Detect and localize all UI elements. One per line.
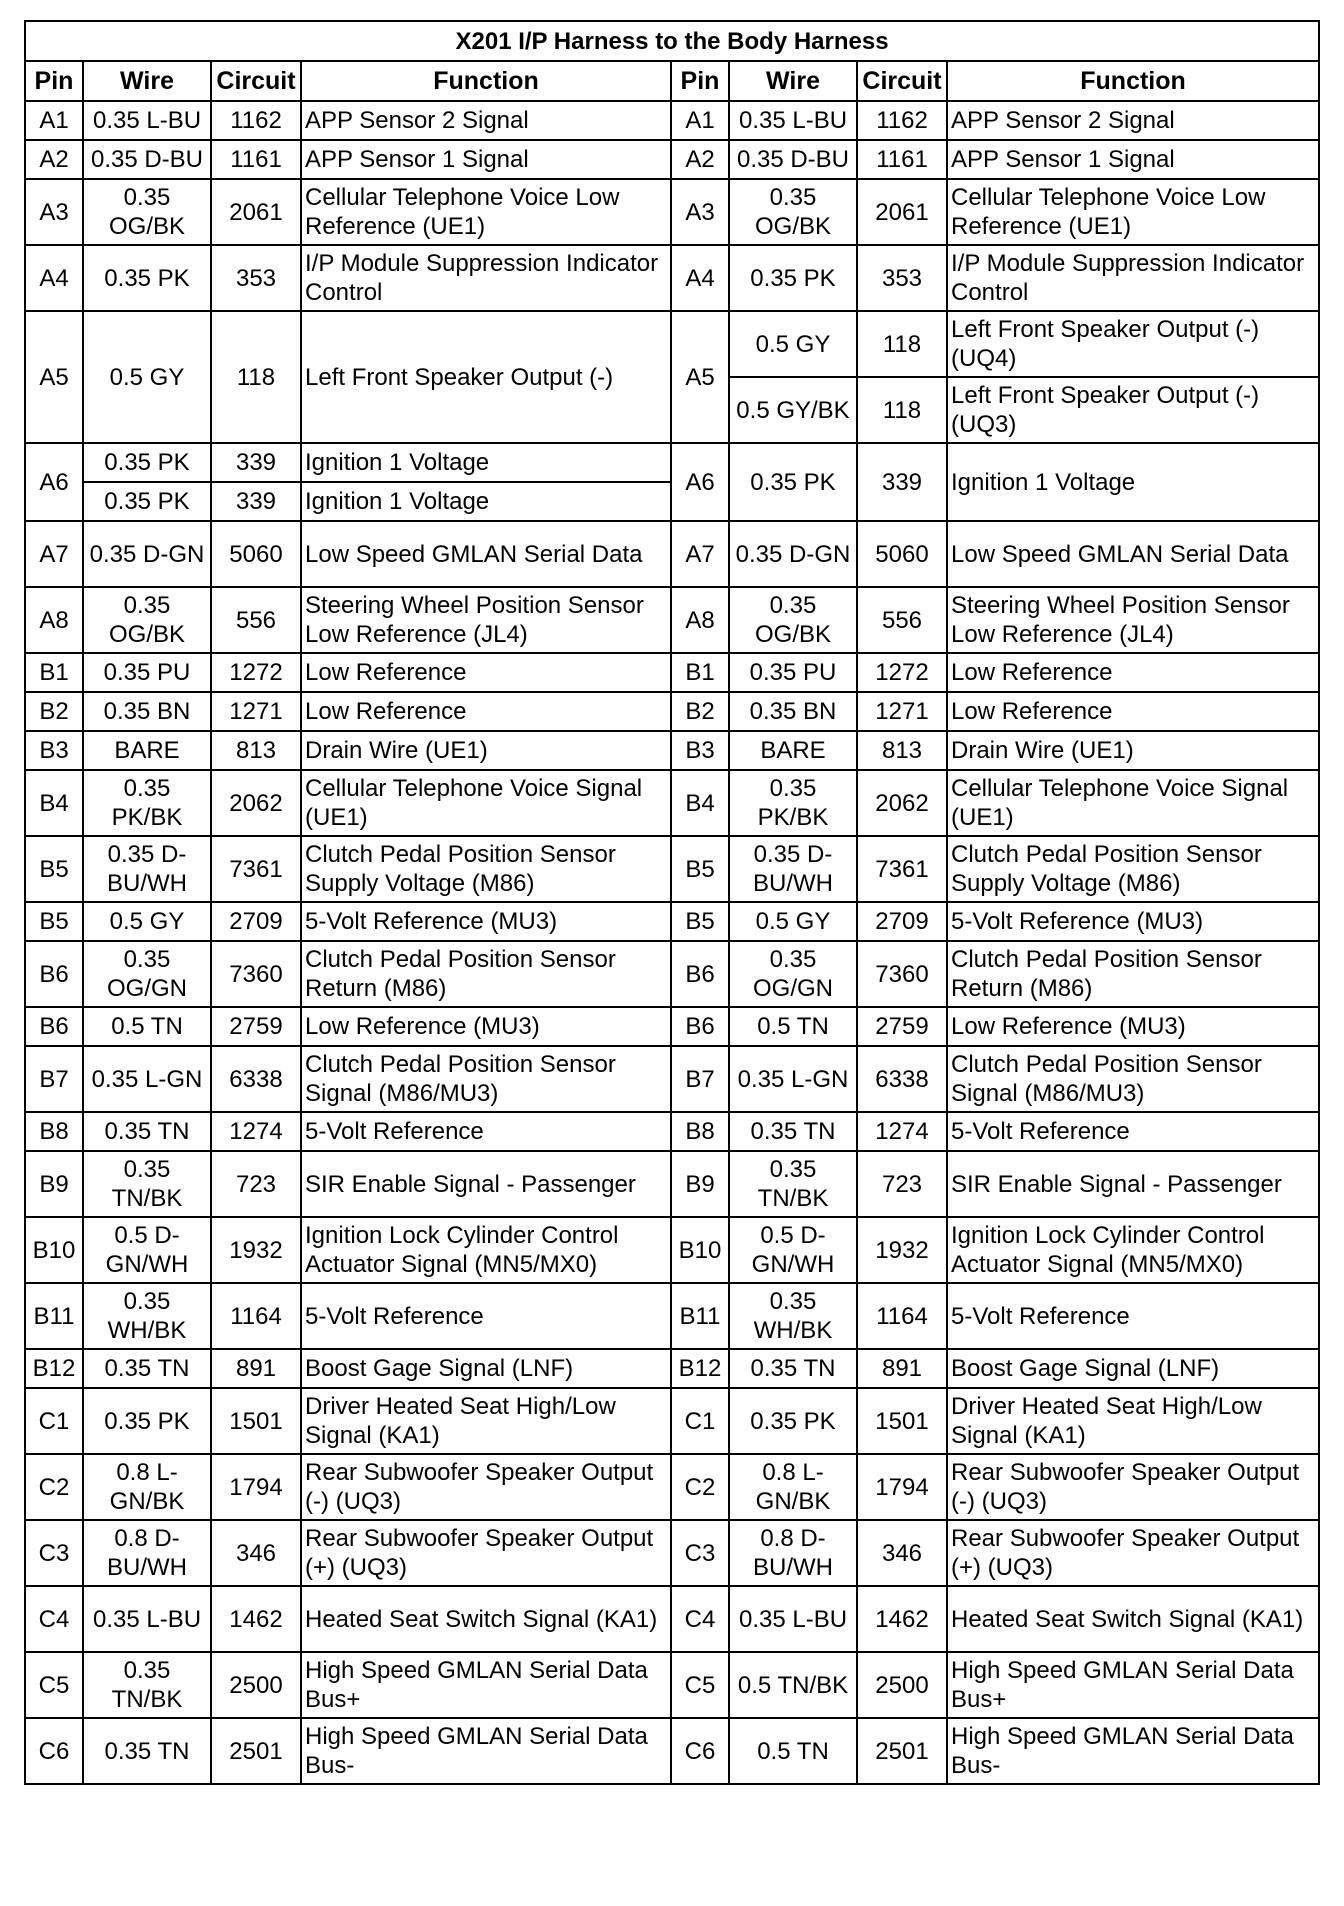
cell-function: Driver Heated Seat High/Low Signal (KA1) [301,1388,671,1454]
cell-circuit: 2500 [857,1652,947,1718]
table-row [25,587,1319,653]
cell-pin: C2 [671,1454,729,1520]
cell-function: Cellular Telephone Voice Signal (UE1) [947,770,1319,836]
cell-pin: C5 [671,1652,729,1718]
cell-pin: B3 [25,731,83,770]
cell-wire: 0.8 D-BU/WH [729,1520,857,1586]
table-row [25,1349,1319,1388]
cell-function: Left Front Speaker Output (-) (UQ3) [947,377,1319,443]
cell-circuit: 353 [857,245,947,311]
cell-wire: 0.35 TN/BK [83,1151,211,1217]
table-row [25,902,1319,941]
cell-wire: 0.5 GY [83,902,211,941]
cell-wire: 0.35 OG/GN [729,941,857,1007]
cell-wire: 0.35 TN [729,1349,857,1388]
cell-wire: 0.5 TN [729,1007,857,1046]
cell-function: Low Reference (MU3) [947,1007,1319,1046]
cell-wire: 0.35 PU [729,653,857,692]
cell-circuit: 556 [857,587,947,653]
cell-function: APP Sensor 2 Signal [947,101,1319,140]
cell-circuit: 2709 [857,902,947,941]
cell-pin: B10 [25,1217,83,1283]
cell-pin: B6 [25,941,83,1007]
cell-function: 5-Volt Reference (MU3) [301,902,671,941]
cell-circuit: 1274 [857,1112,947,1151]
cell-pin: B4 [25,770,83,836]
cell-wire: 0.35 WH/BK [729,1283,857,1349]
cell-function: Ignition 1 Voltage [947,443,1319,521]
cell-pin: B5 [25,902,83,941]
cell-function: Low Speed GMLAN Serial Data [301,521,671,587]
cell-wire: 0.5 GY [729,311,857,377]
cell-pin: B8 [25,1112,83,1151]
cell-wire: 0.8 D-BU/WH [83,1520,211,1586]
table-row [25,1283,1319,1349]
cell-circuit: 723 [211,1151,301,1217]
cell-function: I/P Module Suppression Indicator Control [301,245,671,311]
cell-function: Steering Wheel Position Sensor Low Reference (JL4) [947,587,1319,653]
table-row [25,1007,1319,1046]
cell-pin: B10 [671,1217,729,1283]
column-header-circuit: Circuit [211,61,301,101]
table-row [25,1112,1319,1151]
cell-wire: 0.5 GY/BK [729,377,857,443]
cell-function: Drain Wire (UE1) [301,731,671,770]
cell-pin: A2 [671,140,729,179]
cell-circuit: 1501 [211,1388,301,1454]
cell-wire: 0.5 GY [83,311,211,443]
cell-pin: A3 [671,179,729,245]
cell-wire: 0.35 PK [729,443,857,521]
cell-wire: 0.35 BN [729,692,857,731]
cell-function: Cellular Telephone Voice Low Reference (UE1) [947,179,1319,245]
cell-circuit: 556 [211,587,301,653]
cell-circuit: 2061 [857,179,947,245]
cell-wire: 0.35 PK/BK [729,770,857,836]
table-row [25,770,1319,836]
cell-wire: BARE [729,731,857,770]
cell-pin: A6 [671,443,729,521]
cell-wire: 0.5 TN [83,1007,211,1046]
cell-circuit: 2500 [211,1652,301,1718]
cell-function: High Speed GMLAN Serial Data Bus+ [301,1652,671,1718]
table-row [25,311,1319,377]
cell-circuit: 813 [857,731,947,770]
cell-function: Low Reference (MU3) [301,1007,671,1046]
column-header-pin: Pin [671,61,729,101]
cell-circuit: 1161 [211,140,301,179]
cell-pin: B6 [671,941,729,1007]
cell-circuit: 1462 [211,1586,301,1652]
cell-circuit: 346 [211,1520,301,1586]
table-row [25,1652,1319,1718]
column-header-wire: Wire [729,61,857,101]
cell-wire: 0.5 GY [729,902,857,941]
cell-pin: B2 [671,692,729,731]
cell-wire: 0.35 PK/BK [83,770,211,836]
cell-function: 5-Volt Reference [947,1112,1319,1151]
cell-pin: C4 [671,1586,729,1652]
column-header-wire: Wire [83,61,211,101]
cell-circuit: 2759 [211,1007,301,1046]
cell-pin: B4 [671,770,729,836]
table-row [25,653,1319,692]
cell-circuit: 1794 [857,1454,947,1520]
table-row [25,692,1319,731]
cell-pin: B8 [671,1112,729,1151]
cell-wire: 0.35 OG/BK [83,587,211,653]
cell-wire: 0.35 D-BU [729,140,857,179]
cell-pin: A1 [671,101,729,140]
cell-function: Left Front Speaker Output (-) (UQ4) [947,311,1319,377]
table-row [25,1520,1319,1586]
cell-function: Ignition 1 Voltage [301,443,671,482]
cell-circuit: 118 [211,311,301,443]
table-row [25,1388,1319,1454]
cell-function: 5-Volt Reference [301,1112,671,1151]
cell-pin: B11 [671,1283,729,1349]
cell-wire: 0.35 OG/BK [83,179,211,245]
cell-function: Ignition 1 Voltage [301,482,671,521]
cell-circuit: 7361 [211,836,301,902]
cell-circuit: 1462 [857,1586,947,1652]
cell-wire: 0.35 TN [83,1718,211,1784]
cell-pin: A7 [671,521,729,587]
cell-wire: 0.5 D-GN/WH [729,1217,857,1283]
cell-circuit: 118 [857,311,947,377]
cell-function: 5-Volt Reference [301,1283,671,1349]
cell-function: Ignition Lock Cylinder Control Actuator Signal (MN5/MX0) [301,1217,671,1283]
cell-circuit: 1932 [211,1217,301,1283]
cell-wire: 0.35 L-GN [83,1046,211,1112]
cell-function: High Speed GMLAN Serial Data Bus- [947,1718,1319,1784]
table-row [25,731,1319,770]
cell-wire: 0.5 TN/BK [729,1652,857,1718]
table-row [25,245,1319,311]
cell-pin: C3 [25,1520,83,1586]
cell-function: Rear Subwoofer Speaker Output (-) (UQ3) [947,1454,1319,1520]
cell-wire: 0.35 OG/BK [729,179,857,245]
cell-wire: 0.35 L-BU [83,1586,211,1652]
cell-function: APP Sensor 1 Signal [301,140,671,179]
cell-function: Rear Subwoofer Speaker Output (+) (UQ3) [301,1520,671,1586]
cell-wire: 0.35 L-BU [729,101,857,140]
cell-circuit: 6338 [211,1046,301,1112]
table-row [25,1454,1319,1520]
table-row [25,1046,1319,1112]
cell-pin: C2 [25,1454,83,1520]
cell-wire: 0.35 L-BU [729,1586,857,1652]
cell-wire: 0.35 L-BU [83,101,211,140]
table-row [25,101,1319,140]
cell-pin: A1 [25,101,83,140]
cell-wire: 0.35 TN [729,1112,857,1151]
cell-circuit: 2061 [211,179,301,245]
cell-wire: 0.35 D-BU/WH [729,836,857,902]
table-row [25,521,1319,587]
cell-circuit: 1271 [211,692,301,731]
cell-circuit: 7361 [857,836,947,902]
cell-pin: B12 [671,1349,729,1388]
cell-function: Low Reference [301,653,671,692]
cell-pin: A7 [25,521,83,587]
cell-pin: C4 [25,1586,83,1652]
cell-function: Rear Subwoofer Speaker Output (-) (UQ3) [301,1454,671,1520]
cell-function: Low Reference [947,692,1319,731]
cell-circuit: 1272 [211,653,301,692]
cell-pin: B6 [25,1007,83,1046]
header-row [25,61,1319,101]
cell-wire: 0.35 PK [729,1388,857,1454]
cell-wire: 0.8 L-GN/BK [729,1454,857,1520]
cell-pin: B5 [671,836,729,902]
cell-circuit: 2709 [211,902,301,941]
cell-function: Left Front Speaker Output (-) [301,311,671,443]
cell-function: Boost Gage Signal (LNF) [301,1349,671,1388]
cell-circuit: 353 [211,245,301,311]
cell-pin: A6 [25,443,83,521]
cell-function: Cellular Telephone Voice Signal (UE1) [301,770,671,836]
cell-pin: C6 [671,1718,729,1784]
cell-wire: 0.35 TN/BK [729,1151,857,1217]
cell-function: APP Sensor 2 Signal [301,101,671,140]
cell-circuit: 1162 [857,101,947,140]
cell-circuit: 2062 [211,770,301,836]
table-row [25,1151,1319,1217]
cell-pin: B6 [671,1007,729,1046]
cell-function: I/P Module Suppression Indicator Control [947,245,1319,311]
cell-function: Boost Gage Signal (LNF) [947,1349,1319,1388]
cell-circuit: 346 [857,1520,947,1586]
cell-wire: BARE [83,731,211,770]
cell-circuit: 5060 [857,521,947,587]
cell-wire: 0.35 PK [83,443,211,482]
cell-function: Clutch Pedal Position Sensor Return (M86) [947,941,1319,1007]
cell-function: Rear Subwoofer Speaker Output (+) (UQ3) [947,1520,1319,1586]
column-header-pin: Pin [25,61,83,101]
cell-wire: 0.35 D-GN [729,521,857,587]
cell-wire: 0.35 D-BU [83,140,211,179]
cell-circuit: 1932 [857,1217,947,1283]
cell-pin: B5 [25,836,83,902]
cell-circuit: 339 [211,443,301,482]
cell-circuit: 1501 [857,1388,947,1454]
cell-circuit: 1272 [857,653,947,692]
cell-circuit: 723 [857,1151,947,1217]
cell-pin: B1 [671,653,729,692]
cell-function: Low Speed GMLAN Serial Data [947,521,1319,587]
cell-wire: 0.35 PK [729,245,857,311]
cell-pin: C3 [671,1520,729,1586]
cell-pin: C6 [25,1718,83,1784]
cell-pin: B1 [25,653,83,692]
cell-circuit: 2501 [857,1718,947,1784]
cell-wire: 0.8 L-GN/BK [83,1454,211,1520]
cell-circuit: 5060 [211,521,301,587]
cell-function: Ignition Lock Cylinder Control Actuator Signal (MN5/MX0) [947,1217,1319,1283]
cell-wire: 0.35 D-BU/WH [83,836,211,902]
cell-function: Heated Seat Switch Signal (KA1) [947,1586,1319,1652]
cell-wire: 0.35 PU [83,653,211,692]
cell-pin: A2 [25,140,83,179]
cell-function: Drain Wire (UE1) [947,731,1319,770]
table-row [25,1217,1319,1283]
cell-wire: 0.35 OG/GN [83,941,211,1007]
cell-wire: 0.35 TN/BK [83,1652,211,1718]
harness-table [24,20,1320,1785]
cell-circuit: 118 [857,377,947,443]
cell-wire: 0.35 PK [83,1388,211,1454]
cell-wire: 0.35 TN [83,1112,211,1151]
cell-function: High Speed GMLAN Serial Data Bus- [301,1718,671,1784]
table-row [25,140,1319,179]
cell-function: Clutch Pedal Position Sensor Supply Voltage (M86) [301,836,671,902]
cell-pin: B9 [25,1151,83,1217]
cell-function: Low Reference [301,692,671,731]
table-row [25,1586,1319,1652]
cell-function: Cellular Telephone Voice Low Reference (UE1) [301,179,671,245]
cell-circuit: 1164 [211,1283,301,1349]
table-row [25,941,1319,1007]
table-row [25,1718,1319,1784]
table-row [25,836,1319,902]
cell-pin: C1 [25,1388,83,1454]
cell-circuit: 6338 [857,1046,947,1112]
column-header-circuit: Circuit [857,61,947,101]
table-row [25,179,1319,245]
cell-function: High Speed GMLAN Serial Data Bus+ [947,1652,1319,1718]
cell-function: 5-Volt Reference [947,1283,1319,1349]
cell-function: SIR Enable Signal - Passenger [947,1151,1319,1217]
cell-wire: 0.35 L-GN [729,1046,857,1112]
cell-circuit: 1164 [857,1283,947,1349]
cell-pin: A4 [671,245,729,311]
cell-circuit: 7360 [857,941,947,1007]
cell-pin: B12 [25,1349,83,1388]
cell-wire: 0.35 WH/BK [83,1283,211,1349]
cell-function: Low Reference [947,653,1319,692]
cell-wire: 0.5 TN [729,1718,857,1784]
cell-function: 5-Volt Reference (MU3) [947,902,1319,941]
cell-pin: B5 [671,902,729,941]
cell-pin: C5 [25,1652,83,1718]
cell-pin: A5 [671,311,729,443]
cell-function: Driver Heated Seat High/Low Signal (KA1) [947,1388,1319,1454]
cell-function: SIR Enable Signal - Passenger [301,1151,671,1217]
cell-pin: A4 [25,245,83,311]
cell-circuit: 1794 [211,1454,301,1520]
cell-wire: 0.35 PK [83,245,211,311]
column-header-function: Function [301,61,671,101]
column-header-function: Function [947,61,1319,101]
cell-wire: 0.5 D-GN/WH [83,1217,211,1283]
cell-pin: B7 [671,1046,729,1112]
cell-wire: 0.35 PK [83,482,211,521]
cell-pin: B9 [671,1151,729,1217]
cell-pin: B7 [25,1046,83,1112]
cell-function: Clutch Pedal Position Sensor Signal (M86/MU3) [947,1046,1319,1112]
cell-wire: 0.35 TN [83,1349,211,1388]
cell-wire: 0.35 OG/BK [729,587,857,653]
cell-pin: A3 [25,179,83,245]
cell-pin: B2 [25,692,83,731]
cell-wire: 0.35 BN [83,692,211,731]
cell-circuit: 891 [857,1349,947,1388]
table-title: X201 I/P Harness to the Body Harness [25,21,1319,61]
cell-pin: B11 [25,1283,83,1349]
cell-circuit: 1161 [857,140,947,179]
cell-circuit: 339 [211,482,301,521]
cell-function: Clutch Pedal Position Sensor Signal (M86/MU3) [301,1046,671,1112]
cell-circuit: 7360 [211,941,301,1007]
cell-function: APP Sensor 1 Signal [947,140,1319,179]
cell-circuit: 339 [857,443,947,521]
cell-wire: 0.35 D-GN [83,521,211,587]
cell-circuit: 1162 [211,101,301,140]
cell-circuit: 2759 [857,1007,947,1046]
cell-pin: C1 [671,1388,729,1454]
cell-pin: A8 [25,587,83,653]
cell-circuit: 2501 [211,1718,301,1784]
table-row [25,443,1319,482]
cell-function: Clutch Pedal Position Sensor Supply Voltage (M86) [947,836,1319,902]
cell-function: Clutch Pedal Position Sensor Return (M86) [301,941,671,1007]
cell-pin: A8 [671,587,729,653]
cell-pin: A5 [25,311,83,443]
cell-function: Steering Wheel Position Sensor Low Reference (JL4) [301,587,671,653]
cell-circuit: 2062 [857,770,947,836]
cell-circuit: 1271 [857,692,947,731]
table-body [25,101,1319,1784]
cell-circuit: 813 [211,731,301,770]
cell-circuit: 1274 [211,1112,301,1151]
cell-function: Heated Seat Switch Signal (KA1) [301,1586,671,1652]
cell-pin: B3 [671,731,729,770]
harness-document [24,20,1318,1785]
cell-circuit: 891 [211,1349,301,1388]
